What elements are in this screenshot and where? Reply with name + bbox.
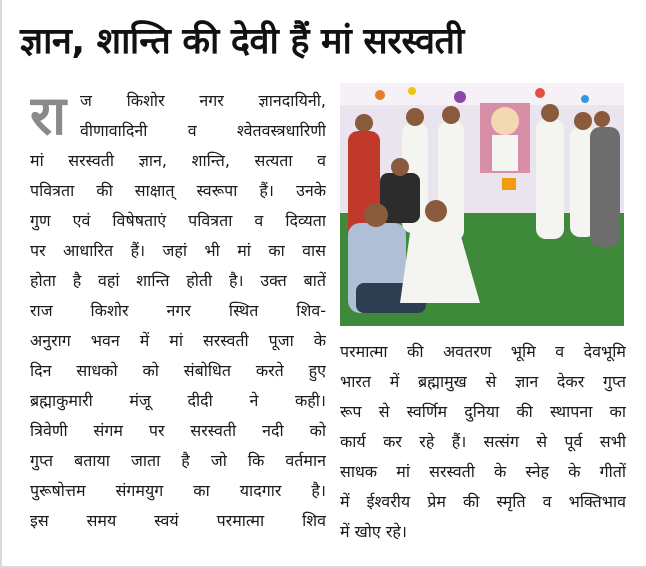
body-line: पुरूषोत्तम संगमयुग का यादगार है। [30, 481, 326, 500]
body-line: इस समय स्वयं परमात्मा शिव [30, 511, 326, 530]
body-line: में ईश्वरीय प्रेम की स्मृति व भक्तिभाव [340, 492, 626, 511]
body-line: गुप्त बताया जाता है जो कि वर्तमान [30, 451, 326, 470]
news-photo [340, 83, 624, 326]
body-line: रूप से स्वर्णिम दुनिया की स्थापना का [340, 402, 626, 421]
body-line: वीणावादिनी व श्वेतवस्त्रधारिणी [80, 121, 326, 140]
body-line: भारत में ब्रह्मामुख से ज्ञान देकर गुप्त [340, 372, 626, 391]
body-line: परमात्मा की अवतरण भूमि व देवभूमि [340, 342, 626, 361]
body-column-left [30, 86, 326, 536]
body-line: मां सरस्वती ज्ञान, शान्ति, सत्यता व [30, 151, 326, 170]
photo-illustration [340, 83, 624, 326]
body-line: राज किशोर नगर स्थित शिव- [30, 301, 326, 320]
body-column-right [340, 337, 626, 547]
body-line: ब्रह्माकुमारी मंजू दीदी ने कही। [30, 391, 326, 410]
body-line: दिन साधको को संबोधित करते हुए [30, 361, 326, 380]
body-line: ज किशोर नगर ज्ञानदायिनी, [80, 91, 326, 110]
body-line: पवित्रता की साक्षात् स्वरूपा हैं। उनके [30, 181, 326, 200]
body-line: पर आधारित हैं। जहां भी मां का वास [30, 241, 326, 260]
body-line: त्रिवेणी संगम पर सरस्वती नदी को [30, 421, 326, 440]
drop-cap: रा [30, 86, 67, 146]
headline: ज्ञान, शान्ति की देवी हैं मां सरस्वती [20, 21, 464, 62]
body-line: में खोए रहे। [340, 522, 407, 541]
body-line: होता है वहां शान्ति होती है। उक्त बातें [30, 271, 326, 290]
body-line: कार्य कर रहे हैं। सत्संग से पूर्व सभी [340, 432, 626, 451]
body-line: साधक मां सरस्वती के स्नेह के गीतों [340, 462, 626, 481]
body-line: गुण एवं विषेषताएं पवित्रता व दिव्यता [30, 211, 326, 230]
body-line: अनुराग भवन में मां सरस्वती पूजा के [30, 331, 326, 350]
